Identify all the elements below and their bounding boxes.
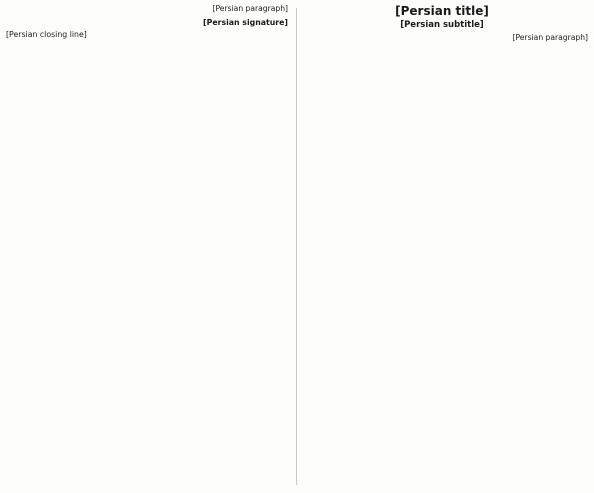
right-column [296,4,588,489]
notice-header [296,4,588,31]
left-column [6,4,288,489]
closing-line [6,29,288,40]
notice-subtitle: [Persian subtitle] [400,20,484,30]
notice-title: [Persian title] [395,4,489,18]
official-signature: [Persian signature] [203,17,288,27]
notice-paragraph: [Persian paragraph] [212,4,288,13]
notice-paragraph: [Persian paragraph] [512,33,588,42]
closing-text: [Persian closing line] [6,29,87,39]
